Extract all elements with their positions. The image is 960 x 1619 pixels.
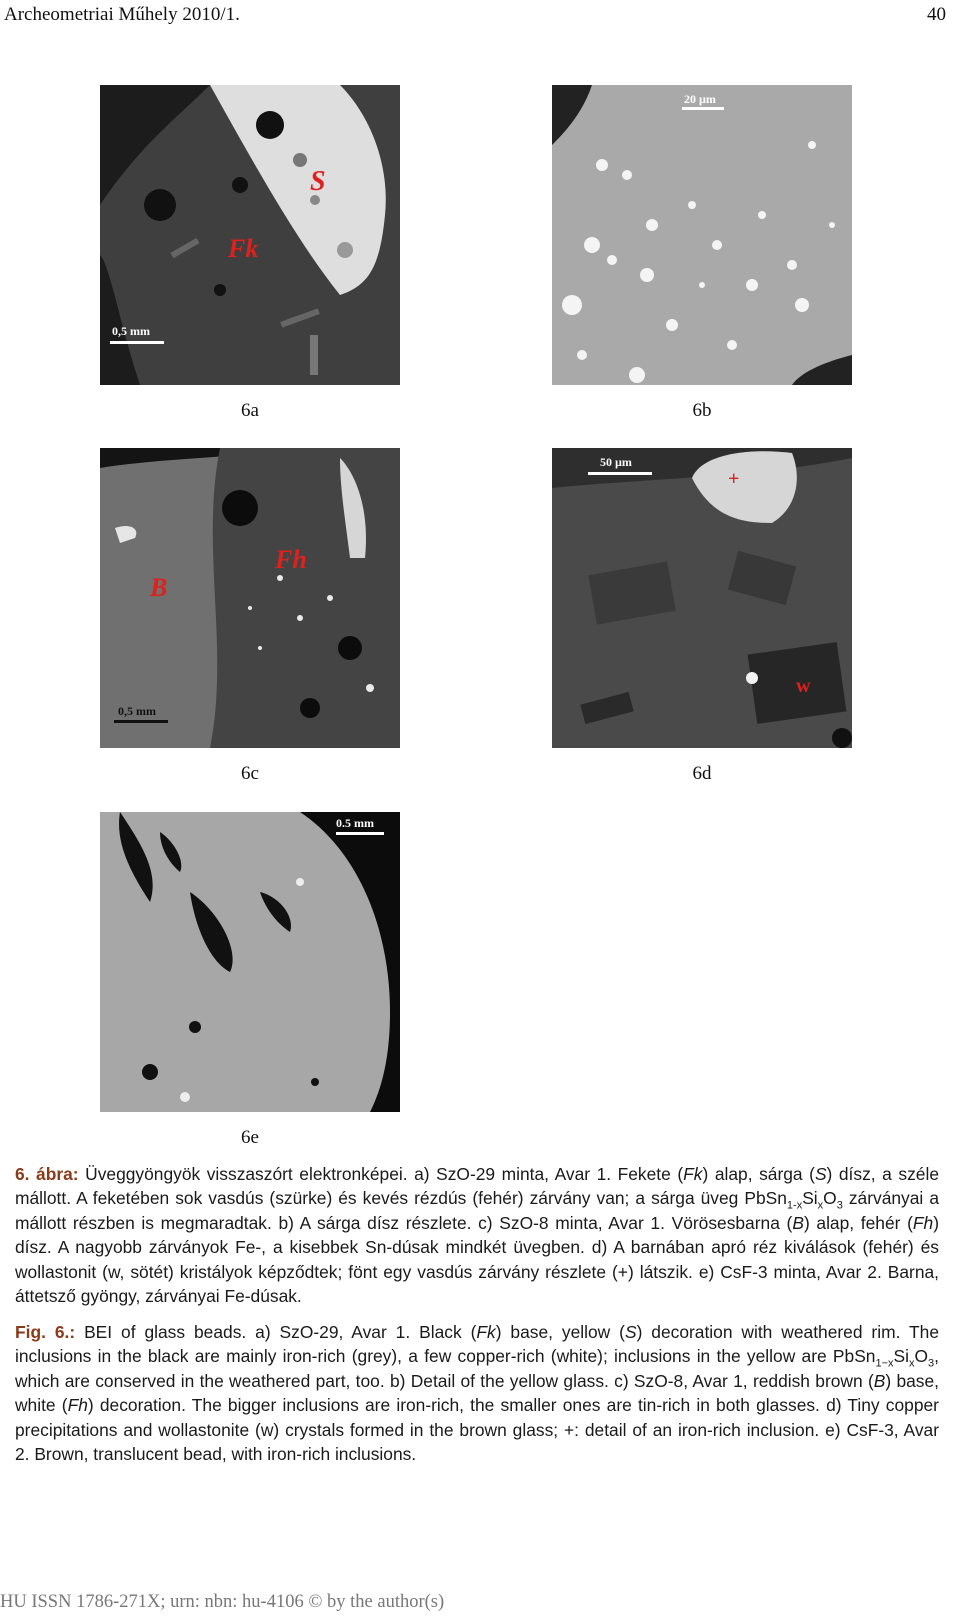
scale-bar-6b: 20 µm [684,92,716,106]
label-fh: Fh [275,545,307,574]
caption-hu-fh: Fh [912,1212,934,1233]
caption-hu-sub2: x [817,1199,824,1212]
micrograph-6e [100,812,400,1112]
caption-en-text-7: ) base, white ( [15,1370,939,1416]
micrograph-6e-image [100,812,400,1112]
caption-hu-b: B [792,1212,804,1233]
caption-en-text-5: O [914,1346,929,1367]
micrograph-6a-image [100,85,400,385]
caption-hu-text-4: Si [802,1188,818,1209]
caption-en-text-6: , which are conserved in the weathered part, too. b) Detail of the yellow glass. c) SzO-8, Avar 1, reddish brown ( [15,1346,939,1391]
caption-hu-text-2: ) alap, sárga ( [702,1164,815,1184]
micrograph-6c [100,448,400,748]
caption-en-fh: Fh [67,1395,88,1416]
caption-en-b: B [873,1370,886,1391]
caption-en-text-4: Si [893,1346,909,1367]
panel-label-6b: 6b [692,400,712,421]
caption-en-s: S [624,1322,637,1342]
caption-hu-text-7: ) alap, fehér ( [803,1212,913,1233]
caption-hu-text-8: ) dísz. A nagyobb zárványok Fe-, a kisebbek Sn-dúsak mindkét üvegben. d) A barnában apró réz kiválások (fehér) és wollastonit (w, sötét) kristályok képződtek; fönt egy vasdús zárvány részlete (+) látszik. e) CsF-3 minta, Avar 2. Barna, áttetsző gyöngy, zárványai Fe-dúsak. [15,1212,939,1307]
journal-title: Archeometriai Műhely 2010/1. [4,4,240,25]
caption-hu-text-6: zárványai a mállott részben is megmaradtak. b) A sárga dísz részlete. c) SzO-8 minta, Avar 1. Vörösesbarna ( [15,1188,939,1233]
caption-hungarian [15,1162,939,1308]
caption-hu-sub3: 3 [836,1199,843,1212]
panel-label-6a: 6a [241,400,259,421]
panel-label-6e: 6e [241,1127,259,1148]
label-plus: + [728,468,740,490]
caption-en-text-3: ) decoration with weathered rim. The inclusions in the black are mainly iron-rich (grey), a few copper-rich (white); inclusions in the yellow are PbSn [15,1322,939,1367]
caption-hu-fk: Fk [683,1164,703,1184]
caption-hu-text-5: O [823,1188,837,1209]
micrograph-6b [552,85,852,385]
caption-en-text-1: BEI of glass beads. a) SzO-29, Avar 1. Black ( [75,1322,477,1342]
label-fk: Fk [228,234,259,263]
label-b: B [150,573,168,602]
label-w: w [796,675,811,697]
caption-english [15,1320,939,1466]
caption-en-sub2: x [909,1357,915,1370]
caption-hu-text-1: Üveggyöngyök visszaszórt elektronképei. a) SzO-29 minta, Avar 1. Fekete ( [78,1164,684,1184]
micrograph-6d [552,448,852,748]
label-s: S [310,166,326,197]
panel-label-6d: 6d [692,763,712,784]
caption-hu-s: S [814,1164,827,1184]
caption-en-fk: Fk [476,1322,496,1342]
caption-hu-lead: 6. ábra: [15,1164,79,1184]
micrograph-6d-image [552,448,852,748]
caption-en-sub3: 3 [928,1357,935,1370]
page-footer: HU ISSN 1786-271X; urn: nbn: hu-4106 © by the author(s) [0,1592,445,1612]
scale-bar-6e: 0.5 mm [336,816,374,830]
page-header [4,4,946,28]
caption-en-lead: Fig. 6.: [15,1322,76,1342]
micrograph-6c-image [100,448,400,748]
caption-hu-text-3: ) dísz, a széle mállott. A feketében sok vasdús (szürke) és kevés rézdús (fehér) zárvány van; a sárga üveg PbSn [15,1164,939,1209]
micrograph-6a [100,85,400,385]
micrograph-6b-image [552,85,852,385]
scale-bar-6d: 50 µm [600,455,632,469]
caption-en-sub1: 1−x [875,1357,894,1370]
scale-bar-6a: 0,5 mm [112,324,150,338]
caption-hu-sub1: 1-x [786,1199,803,1212]
scale-bar-6c: 0,5 mm [118,704,156,718]
caption-en-text-2: ) base, yellow ( [495,1322,625,1342]
caption-en-text-8: ) decoration. The bigger inclusions are iron-rich, the smaller ones are tin-rich in both glasses. d) Tiny copper precipitations and wollastonite (w) crystals formed in the brown glass; +: detail of an iron-rich inclusion. e) CsF-3, Avar 2. Brown, translucent bead, with iron-rich inclusions. [15,1395,939,1465]
panel-label-6c: 6c [241,763,259,784]
page-number: 40 [927,4,946,25]
